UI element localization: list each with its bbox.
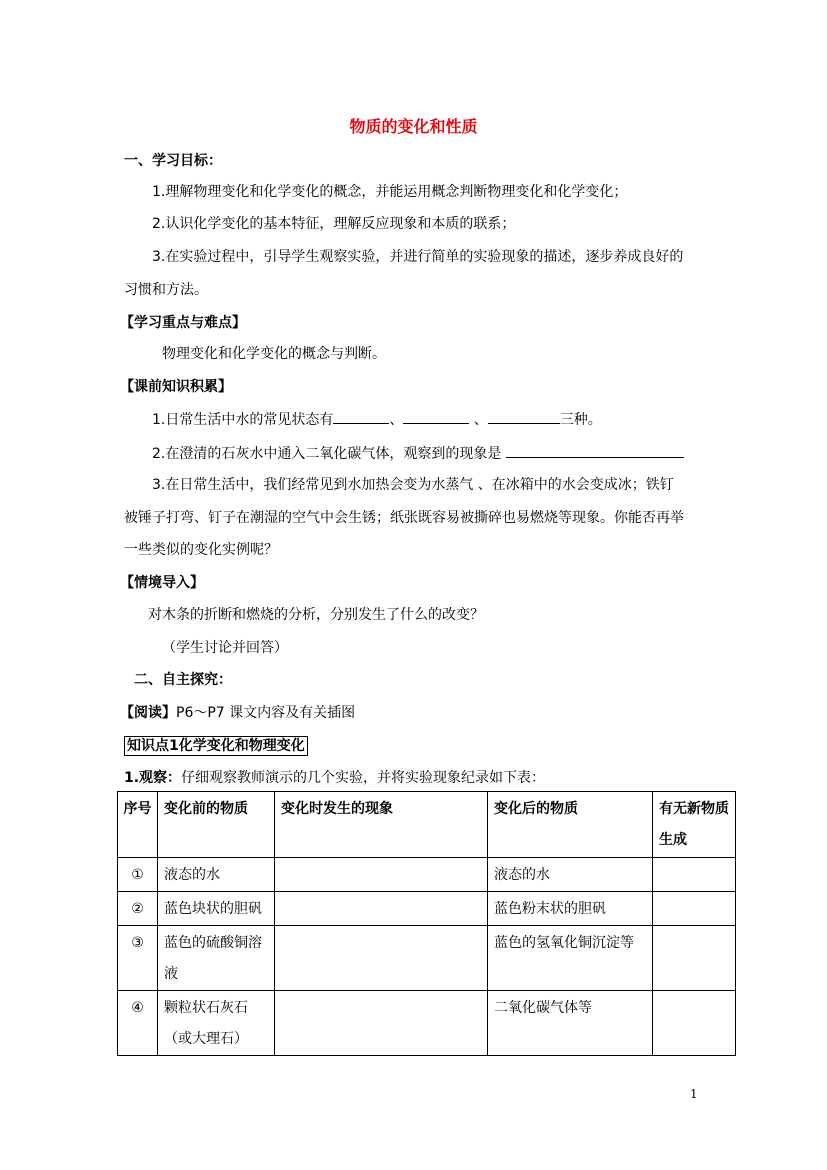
header-phenomenon: 变化时发生的现象	[275, 792, 488, 858]
observation-table	[117, 791, 736, 1056]
row-no: ④	[118, 991, 158, 1056]
objective-3: 3.在实验过程中，引导学生观察实验，并进行简单的实验现象的描述，逐步养成良好的	[152, 249, 684, 265]
row-new-substance[interactable]	[653, 991, 736, 1056]
observe-label: 1.观察：	[124, 770, 182, 786]
page-title: 物质的变化和性质	[349, 117, 478, 136]
objective-3-cont: 习惯和方法。	[124, 282, 208, 298]
key-points-text: 物理变化和化学变化的概念与判断。	[162, 346, 386, 362]
objectives-heading: 一、学习目标：	[124, 153, 222, 169]
row-no: ③	[118, 926, 158, 991]
scenario-heading: 【情境导入】	[120, 575, 204, 591]
preview-heading: 【课前知识积累】	[120, 379, 232, 395]
header-no: 序号	[118, 792, 158, 858]
table-row	[118, 892, 736, 926]
row-after: 二氧化碳气体等	[488, 991, 653, 1056]
preview-item-3-line-1: 3.在日常生活中，我们经常见到水加热会变为水蒸气 、在冰箱中的水会变成冰；铁钉	[152, 477, 674, 493]
row-phenomenon[interactable]	[275, 892, 488, 926]
knowledge-point-box: 知识点1化学变化和物理变化	[124, 736, 308, 756]
row-new-substance[interactable]	[653, 926, 736, 991]
preview-1-prefix: 1.日常生活中水的常见状态有	[152, 412, 334, 428]
preview-2-prefix: 2.在澄清的石灰水中通入二氧化碳气体，观察到的现象是	[152, 446, 502, 462]
row-before: 蓝色块状的胆矾	[158, 892, 275, 926]
preview-1-sep2: 、	[469, 412, 488, 428]
answer-blank-1[interactable]	[333, 409, 389, 424]
preview-1-suffix: 三种。	[559, 412, 602, 428]
row-after: 蓝色的氢氧化铜沉淀等	[488, 926, 653, 991]
row-after: 蓝色粉末状的胆矾	[488, 892, 653, 926]
observe-text: 仔细观察教师演示的几个实验，并将实验现象纪录如下表：	[181, 770, 546, 786]
table-header-row	[118, 792, 736, 858]
knowledge-point-1	[124, 736, 308, 756]
row-phenomenon[interactable]	[275, 858, 488, 892]
header-before: 变化前的物质	[158, 792, 275, 858]
table-row	[118, 926, 736, 991]
row-new-substance[interactable]	[653, 892, 736, 926]
row-phenomenon[interactable]	[275, 926, 488, 991]
row-before: 颗粒状石灰石（或大理石）	[158, 991, 275, 1056]
page-number: 1	[690, 1087, 698, 1101]
reading-text: P6～P7 课文内容及有关插图	[176, 705, 356, 721]
row-new-substance[interactable]	[653, 858, 736, 892]
objective-2: 2.认识化学变化的基本特征，理解反应现象和本质的联系；	[152, 216, 516, 232]
table-row	[118, 991, 736, 1056]
header-after: 变化后的物质	[488, 792, 653, 858]
row-before: 液态的水	[158, 858, 275, 892]
row-after: 液态的水	[488, 858, 653, 892]
answer-blank-3[interactable]	[488, 409, 560, 424]
observe-line	[124, 768, 545, 788]
row-no: ②	[118, 892, 158, 926]
table-row	[118, 858, 736, 892]
preview-item-1	[152, 409, 602, 430]
preview-item-3-line-2: 被锤子打弯、钉子在潮湿的空气中会生锈；纸张既容易被撕碎也易燃烧等现象。你能否再举	[124, 510, 684, 526]
scenario-note: （学生讨论并回答）	[162, 640, 288, 656]
header-new-substance: 有无新物质生成	[653, 792, 736, 858]
objective-1: 1.理解物理变化和化学变化的概念，并能运用概念判断物理变化和化学变化；	[152, 184, 628, 200]
row-before: 蓝色的硫酸铜溶液	[158, 926, 275, 991]
row-no: ①	[118, 858, 158, 892]
answer-blank-2[interactable]	[403, 409, 469, 424]
reading-line	[120, 703, 355, 723]
explore-heading: 二、自主探究：	[134, 672, 232, 688]
preview-item-2	[152, 443, 684, 464]
preview-1-sep1: 、	[389, 412, 404, 428]
row-phenomenon[interactable]	[275, 991, 488, 1056]
key-points-heading: 【学习重点与难点】	[120, 315, 246, 331]
answer-blank-4[interactable]	[506, 443, 684, 458]
scenario-text: 对木条的折断和燃烧的分析，分别发生了什么的改变？	[148, 607, 484, 623]
preview-item-3-line-3: 一些类似的变化实例呢？	[124, 542, 278, 558]
reading-label: 【阅读】	[120, 705, 176, 721]
